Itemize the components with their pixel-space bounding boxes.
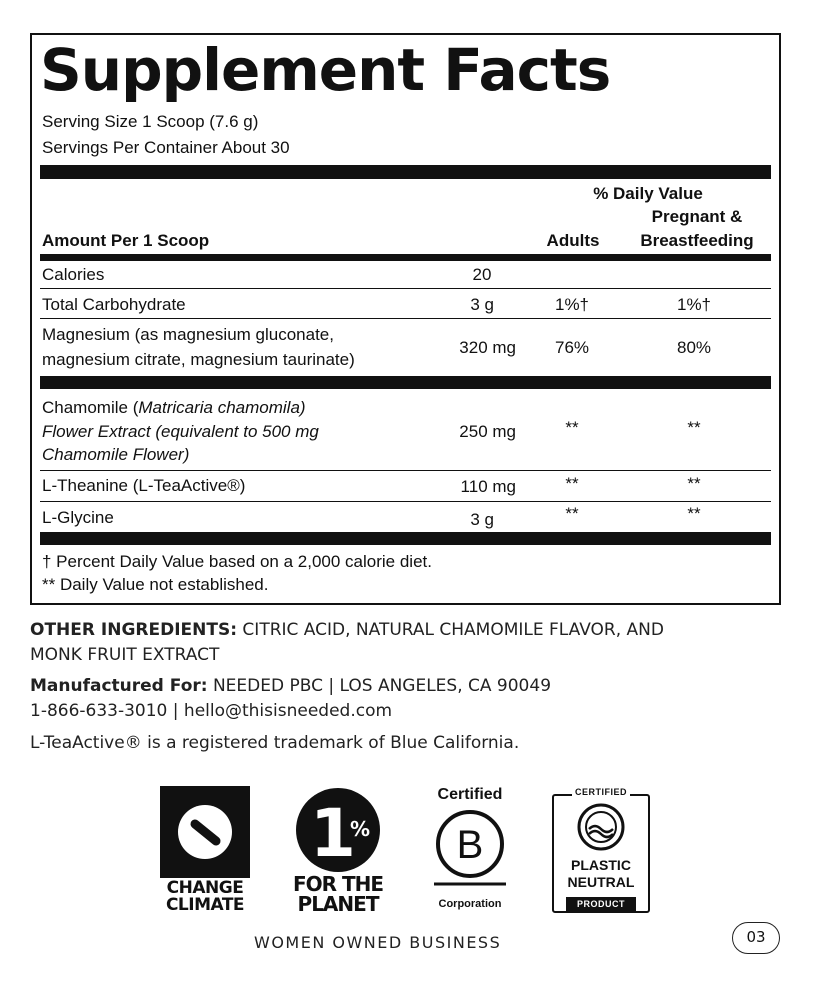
other-ingredients-line1 <box>30 618 664 643</box>
one-percent-icon <box>283 786 393 878</box>
thick-divider <box>40 376 771 389</box>
manufacturer-label: Manufactured For: <box>30 676 208 696</box>
chamomile-adults-dv: ** <box>565 418 579 437</box>
page-number: 03 <box>732 922 780 954</box>
carbohydrate-adults-dv: 1%† <box>554 295 590 314</box>
pregnant-header-line2: Breastfeeding <box>640 231 754 250</box>
adults-header: Adults <box>546 231 600 250</box>
medium-divider <box>40 254 771 261</box>
magnesium-adults-dv: 76% <box>554 338 590 357</box>
trademark-notice: L-TeaActive® is a registered trademark of Blue California. <box>30 733 520 753</box>
calories-amount: 20 <box>472 265 492 284</box>
supplement-facts-panel <box>30 33 781 605</box>
row-divider <box>40 318 771 319</box>
theanine-amount: 110 mg <box>460 477 516 496</box>
plastic-neutral-logo <box>552 789 650 913</box>
magnesium-label-line1: Magnesium (as magnesium gluconate, <box>42 325 334 344</box>
carbohydrate-label: Total Carbohydrate <box>42 295 186 314</box>
thick-divider <box>40 532 771 545</box>
for-the-planet-text-2: PLANET <box>297 892 379 916</box>
theanine-pregnant-dv: ** <box>687 474 701 493</box>
magnesium-amount: 320 mg <box>459 338 516 357</box>
pregnant-header-line1: Pregnant & <box>651 207 743 226</box>
wave-icon <box>577 803 625 851</box>
b-corp-certified-text: Certified <box>437 786 503 803</box>
manufacturer-line <box>30 674 551 699</box>
certified-b-corp-logo <box>425 786 515 916</box>
footnote-not-established: ** Daily Value not established. <box>42 575 269 594</box>
chamomile-label-line1 <box>42 397 306 418</box>
change-climate-logo <box>160 786 250 916</box>
b-corp-corporation-text: Corporation <box>438 898 502 910</box>
amount-per-scoop-header: Amount Per 1 Scoop <box>42 231 210 250</box>
for-the-planet-text-1: FOR THE <box>292 872 384 896</box>
change-climate-text-1: CHANGE <box>166 878 244 898</box>
chamomile-pregnant-dv: ** <box>687 418 701 437</box>
b-corp-letter: B <box>456 823 484 867</box>
chamomile-latin-name: Matricaria chamomila) <box>138 398 306 417</box>
manufacturer-contact: 1-866-633-3010 | hello@thisisneeded.com <box>30 701 393 721</box>
thick-divider <box>40 165 771 179</box>
one-percent-sign: % <box>349 817 371 841</box>
one-percent-numeral: 1 <box>310 795 356 872</box>
plastic-neutral-text-1: PLASTIC <box>571 857 631 873</box>
glycine-adults-dv: ** <box>565 504 579 523</box>
chamomile-amount: 250 mg <box>459 422 516 441</box>
women-owned-business: WOMEN OWNED BUSINESS <box>254 933 502 952</box>
theanine-label: L-Theanine (L-TeaActive®) <box>42 476 246 495</box>
other-ingredients-line2: MONK FRUIT EXTRACT <box>30 645 220 665</box>
b-corp-icon <box>432 808 508 888</box>
plastic-neutral-certified-text: CERTIFIED <box>572 787 630 797</box>
manufacturer-text: NEEDED PBC | LOS ANGELES, CA 90049 <box>207 676 552 696</box>
servings-per-container: Servings Per Container About 30 <box>42 138 290 157</box>
plastic-neutral-text-2: NEUTRAL <box>567 874 635 890</box>
row-divider <box>40 501 771 502</box>
one-percent-for-the-planet-logo <box>283 786 393 916</box>
dv-header: % Daily Value <box>593 184 703 203</box>
change-climate-text-2: CLIMATE <box>165 895 245 915</box>
serving-size: Serving Size 1 Scoop (7.6 g) <box>42 112 259 131</box>
carbohydrate-pregnant-dv: 1%† <box>676 295 712 314</box>
magnesium-pregnant-dv: 80% <box>676 338 712 357</box>
footnote-daily-value: † Percent Daily Value based on a 2,000 calorie diet. <box>42 552 432 571</box>
magnesium-label-line2: magnesium citrate, magnesium taurinate) <box>42 350 355 369</box>
glycine-amount: 3 g <box>470 510 494 529</box>
other-ingredients-label: OTHER INGREDIENTS: <box>30 620 238 640</box>
chamomile-label-line2: Flower Extract (equivalent to 500 mg <box>42 422 319 441</box>
plastic-neutral-product-badge: PRODUCT <box>566 897 636 911</box>
chamomile-label-line3: Chamomile Flower) <box>42 445 190 464</box>
theanine-adults-dv: ** <box>565 474 579 493</box>
row-divider <box>40 288 771 289</box>
glycine-pregnant-dv: ** <box>687 504 701 523</box>
row-divider <box>40 470 771 471</box>
panel-title: Supplement Facts <box>40 36 611 104</box>
calories-label: Calories <box>42 265 105 284</box>
change-climate-icon <box>160 786 250 878</box>
chamomile-label-start: Chamomile ( <box>42 398 139 417</box>
other-ingredients-text: CITRIC ACID, NATURAL CHAMOMILE FLAVOR, AND <box>237 620 664 640</box>
carbohydrate-amount: 3 g <box>470 295 494 314</box>
glycine-label: L-Glycine <box>42 508 114 527</box>
